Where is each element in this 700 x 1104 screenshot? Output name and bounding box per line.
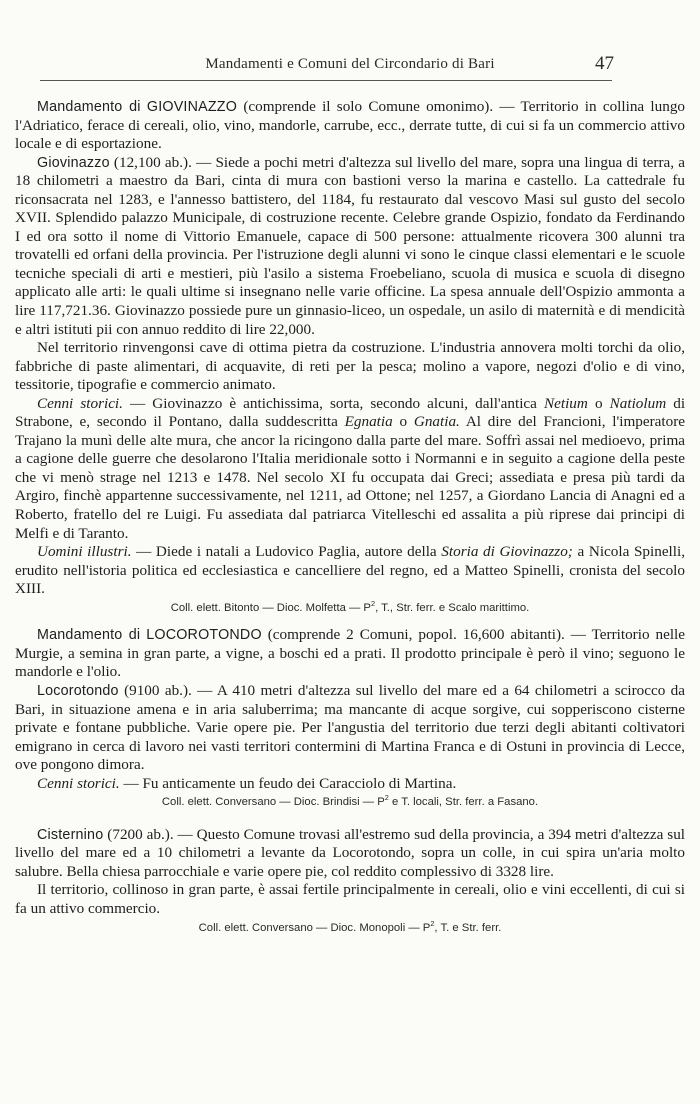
uomini-text: a Nicola Spinelli, erudito nell'istoria politica ed ecclesiastica e cancelliere del regno, ed a Matteo Spinelli, cronista del secolo XIII.	[15, 543, 686, 598]
spacer	[15, 617, 685, 626]
paragraph-cenni-giovinazzo	[15, 395, 685, 543]
running-head-title: Mandamenti e Comuni del Circondario di Bari	[205, 56, 495, 72]
collegio-line-locorotondo	[15, 793, 685, 812]
uomini-label: Uomini illustri.	[37, 543, 132, 561]
collegio-text: , T. e Str. ferr.	[434, 921, 502, 934]
uomini-italic: Storia di Giovinazzo;	[441, 543, 573, 561]
cenni-italic: Egnatia	[344, 413, 393, 431]
cenni-label: Cenni storici.	[37, 774, 120, 792]
paragraph-territorio-giovinazzo: Nel territorio rinvengonsi cave di ottima pietra da costruzione. L'industria annovera molti torchi da olio, fabbriche di paste alimentari, di acquavite, di reti per la pesca; molino a vapore, negozi d'olio e di vino, tessitorie, tipografie e commercio animato.	[15, 339, 685, 394]
collegio-sup: 2	[384, 793, 389, 803]
cenni-label: Cenni storici.	[37, 394, 123, 412]
collegio-line-cisternino	[15, 919, 685, 938]
comune-text: (7200 ab.). — Questo Comune trovasi all'estremo sud della provincia, a 394 metri d'altezza sul livello del mare ed a 10 chilometri a levante da Locorotondo, sopra un colle, in cui spira un'aria molto salubre. Bella chiesa parrocchiale e varie opere pie, col reddito complessivo di 3328 lire.	[15, 825, 686, 880]
paragraph-comune-giovinazzo	[15, 154, 685, 339]
cenni-text: — Fu anticamente un feudo dei Caracciolo di Martina.	[123, 774, 457, 792]
collegio-line-giovinazzo	[15, 599, 685, 618]
cenni-italic: Natiolum	[609, 394, 667, 412]
mandamento-label: Mandamento di	[37, 99, 141, 115]
collegio-text: e T. locali, Str. ferr. a Fasano.	[388, 796, 539, 809]
cenni-italic: Gnatia.	[413, 413, 460, 431]
collegio-text: Coll. elett. Bitonto — Dioc. Molfetta — P	[170, 601, 371, 614]
page-number: 47	[595, 53, 614, 74]
paragraph-uomini-giovinazzo	[15, 543, 685, 599]
mandamento-label: Mandamento di	[37, 627, 141, 644]
paragraph-territorio-cisternino: Il territorio, collinoso in gran parte, è assai fertile principalmente in cereali, olio e vini eccellenti, di cui si fa un attivo commercio.	[15, 881, 685, 917]
paragraph-cenni-locorotondo	[15, 775, 685, 794]
comune-name: Cisternino	[37, 826, 104, 843]
uomini-text: — Diede i natali a Ludovico Paglia, autore della	[136, 543, 437, 561]
cenni-text: — Giovinazzo è antichissima, sorta, secondo alcuni, dall'antica	[130, 394, 537, 412]
mandamento-name: GIOVINAZZO	[146, 99, 238, 115]
collegio-text: Coll. elett. Conversano — Dioc. Monopoli — P	[198, 921, 431, 934]
paragraph-mandamento-locorotondo	[15, 626, 685, 682]
comune-name: Locorotondo	[37, 682, 119, 699]
header-rule	[40, 80, 612, 81]
collegio-text: Coll. elett. Conversano — Dioc. Brindisi — P	[161, 796, 385, 809]
paragraph-comune-cisternino	[15, 826, 685, 882]
cenni-italic: Netium	[544, 394, 588, 412]
collegio-sup: 2	[430, 918, 435, 928]
cenni-text: o	[594, 394, 603, 412]
paragraph-mandamento-giovinazzo	[15, 98, 685, 154]
collegio-sup: 2	[370, 599, 376, 608]
running-head	[0, 53, 700, 80]
mandamento-name: LOCOROTONDO	[146, 627, 262, 644]
comune-name: Giovinazzo	[37, 154, 110, 171]
cenni-text: di Strabone, e, secondo il Pontano, dalla suddescritta	[15, 394, 686, 431]
collegio-text: , T., Str. ferr. e Scalo marittimo.	[375, 601, 530, 614]
cenni-text: Al dire del Francioni, l'imperatore Trajano la munì delle alte mura, che ancor la ricingono dalla parte del mare. Soffrì assai nel medioevo, prima a cagione delle guerre che desolarono l'Italia meridionale sotto i Normanni e in seguito a cagione della peste che vi menò strage nel 1213 e 1478. Nel secolo XI fu occupata dai Greci; assediata e presa più tardi da Argiro, finchè appartenne successivamente, nel 1211, ad Ottone; nel 1257, a Giordano Lancia di Anagni ed a Roberto, fratello del re Luigi. Fu assediata dal patriarca Vitelleschi ed assalita a più riprese dai principi di Melfi e di Taranto.	[15, 413, 686, 542]
spacer	[15, 812, 685, 826]
cenni-text: o	[399, 413, 408, 431]
paragraph-comune-locorotondo	[15, 682, 685, 775]
comune-text: (12,100 ab.). — Siede a pochi metri d'altezza sul livello del mare, sopra una lingua di terra, a 18 chilometri a maestro da Bari, cinta di mura con bastioni verso la marina e castello. La cattedrale fu riconsacrata nel 1283, e l'annesso battistero, del 1184, fu restaurato dal vescovo Masi sul gusto del secolo XVII. Splendido palazzo Municipale, di costruzione recente. Celebre grande Ospizio, fondato da Ferdinando I ed ora sotto il nome di Vittorio Emanuele, capace di 500 persone: attualmente ricovera 300 alunni tra trovatelli ed orfani della provincia. Per l'istruzione degli alunni vi sono le cinque classi elementari e le scuole tecniche speciali di arti e mestieri, più l'asilo a sistema Froebeliano, scuola di musica e scuola di disegno applicato alle arti: le quali ultime si insegnano nelle varie officine. La spesa annuale dell'Ospizio ammonta a lire 117,721.36. Giovinazzo possiede pure un ginnasio-liceo, un ospedale, un asilo di maternità e di mendicità e altri istituti pii con annuo reddito di lire 22,000.	[15, 153, 685, 338]
body-text	[15, 98, 685, 937]
mandamento-text: (comprende 2 Comuni, popol. 16,600 abitanti). — Territorio nelle Murgie, a semina in gran parte, a vigne, a boschi ed a prati. Il prodotto principale è però il vino; seguono le mandorle e l'olio.	[15, 626, 686, 681]
mandamento-text: (comprende il solo Comune omonimo). — Territorio in collina lungo l'Adriatico, ferace di cereali, olio, vino, mandorle, carrube, ecc., derrate tutte, di cui si fa un commercio attivo locale e di esportazione.	[15, 98, 686, 153]
comune-text: (9100 ab.). — A 410 metri d'altezza sul livello del mare ed a 64 chilometri a scirocco da Bari, in situazione amena e in aria saluberrima; ma mancante di acque sorgive, cui sopperiscono cisterne private e fontane pubbliche. Varie opere pie. Per l'angustia del territorio due terzi degli abitanti coltivatori emigrano in cerca di lavoro nei vasti territori contermini di Martina Franca e di Ostuni in provincia di Lecce, ove pongono dimora.	[15, 681, 686, 774]
